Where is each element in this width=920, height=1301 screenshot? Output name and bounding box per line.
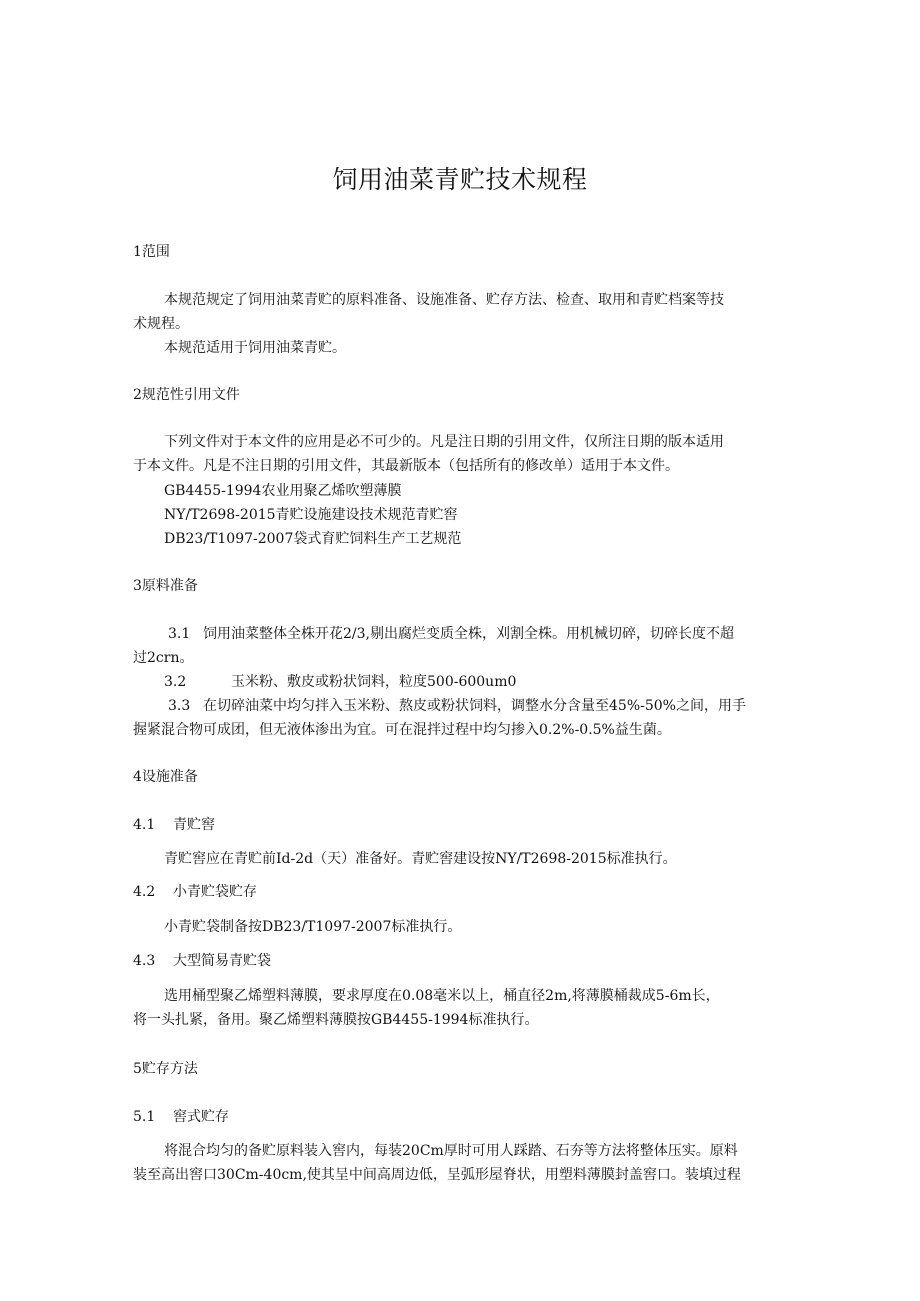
item-3-1-line-1 [168, 624, 828, 644]
subsection-title: 小青贮袋贮存 [173, 884, 257, 900]
item-3-2 [164, 672, 824, 692]
subsection-number: 4.2 [133, 884, 156, 900]
subsection-number: 5.1 [133, 1109, 156, 1125]
section-1-paragraph-1-line-2: 术规程。 [133, 316, 189, 332]
item-number: 3.2 [164, 674, 187, 690]
reference-item: NY/T2698-2015青贮设施建设技术规范青贮窖 [164, 507, 458, 523]
item-number: 3.3 [168, 698, 191, 714]
item-text: 饲用油菜整体全株开花2/3,剔出腐烂变质全株，刈割全株。用机械切碎，切碎长度不超 [203, 626, 734, 642]
subsection-title: 青贮窖 [173, 817, 215, 833]
subsection-4-3-paragraph-line-1: 选用桶型聚乙烯塑料薄膜，要求厚度在0.08毫米以上，桶直径2m,将薄膜桶裁成5-6m长， [164, 988, 720, 1004]
section-2-heading: 2规范性引用文件 [133, 387, 240, 403]
subsection-5-1-heading [133, 1107, 793, 1127]
subsection-title: 大型简易青贮袋 [173, 953, 271, 969]
subsection-title: 窖式贮存 [173, 1109, 229, 1125]
subsection-4-1-paragraph: 青贮窖应在青贮前Id-2d（天）准备好。青贮窖建设按NY/T2698-2015标准执行。 [164, 851, 677, 867]
subsection-4-2-heading [133, 882, 793, 902]
subsection-5-1-paragraph-line-2: 装至高出窖口30Cm-40cm,使其呈中间高周边低，呈弧形屋脊状，用塑料薄膜封盖窖口。装填过程 [133, 1167, 741, 1183]
section-1-paragraph-2: 本规范适用于饲用油菜青贮。 [164, 340, 346, 356]
item-3-3-line-2: 握紧混合物可成团，但无液体渗出为宜。可在混拌过程中均匀掺入0.2%-0.5%益生菌。 [133, 722, 671, 738]
section-1-paragraph-1-line-1: 本规范规定了饲用油菜青贮的原料准备、设施准备、贮存方法、检查、取用和青贮档案等技 [164, 292, 724, 308]
item-3-3-line-1 [168, 696, 828, 716]
subsection-4-2-paragraph: 小青贮袋制备按DB23/T1097-2007标准执行。 [164, 919, 462, 935]
item-number: 3.1 [168, 626, 191, 642]
item-text: 玉米粉、敷皮或粉状饲料，粒度500-600um0 [231, 674, 517, 690]
section-2-paragraph-line-1: 下列文件对于本文件的应用是必不可少的。凡是注日期的引用文件，仅所注日期的版本适用 [164, 434, 724, 450]
section-2-paragraph-line-2: 于本文件。凡是不注日期的引用文件，其最新版本（包括所有的修改单）适用于本文件。 [133, 458, 679, 474]
subsection-number: 4.1 [133, 817, 156, 833]
document-title: 饲用油菜青贮技术规程 [332, 165, 588, 194]
subsection-4-3-paragraph-line-2: 将一头扎紧，备用。聚乙烯塑料薄膜按GB4455-1994标准执行。 [133, 1012, 539, 1028]
section-1-heading: 1范围 [133, 244, 170, 260]
item-3-1-line-2: 过2crn。 [133, 650, 194, 666]
section-3-heading: 3原料准备 [133, 578, 198, 594]
section-4-heading: 4设施准备 [133, 769, 198, 785]
reference-item: DB23/T1097-2007袋式育贮饲料生产工艺规范 [164, 531, 462, 547]
section-5-heading: 5贮存方法 [133, 1061, 198, 1077]
reference-item: GB4455-1994农业用聚乙烯吹塑薄膜 [164, 483, 402, 499]
item-text: 在切碎油菜中均匀拌入玉米粉、熬皮或粉状饲料，调整水分含量至45%-50%之间，用手 [203, 698, 746, 714]
subsection-number: 4.3 [133, 953, 156, 969]
subsection-4-3-heading [133, 951, 793, 971]
subsection-5-1-paragraph-line-1: 将混合均匀的备贮原料装入窖内，每装20Cm厚时可用人踩踏、石夯等方法将整体压实。原料 [164, 1143, 738, 1159]
subsection-4-1-heading [133, 815, 793, 835]
